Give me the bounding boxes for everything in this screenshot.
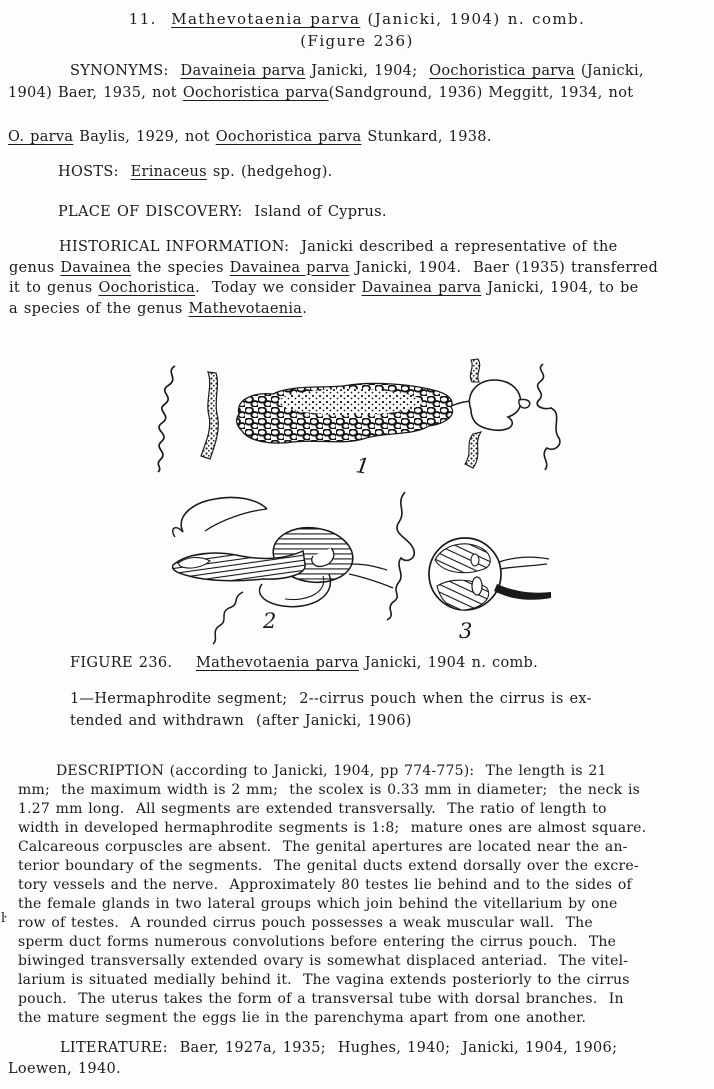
- segment-margin-squiggle: [387, 492, 414, 620]
- segment-margin-squiggle: [213, 592, 243, 644]
- cirrus-withdrawn-drawing: [387, 492, 551, 643]
- hosts-line: HOSTS: Erinaceus sp. (hedgehog).: [58, 164, 333, 180]
- uterus-stippled-band: [278, 389, 422, 415]
- segment-margin-squiggle-left: [158, 366, 175, 472]
- species-heading: 11. Mathevotaenia parva (Janicki, 1904) n. comb. (Figure 236): [128, 10, 586, 50]
- segment-margin-squiggle-right: [537, 364, 560, 470]
- synonyms-continuation-line: O. parva Baylis, 1929, not Oochoristica parva Stunkard, 1938.: [8, 129, 492, 145]
- genital-atrium-nipple: [519, 399, 530, 408]
- hermaphrodite-segment-drawing: [158, 359, 560, 479]
- exit-duct-upper-line1: [499, 557, 549, 562]
- synonyms-paragraph: SYNONYMS: Davaineia parva Janicki, 1904; Oochoristica parva (Janicki, 1904) Baer, 1935, not Oochoristica parva(Sandground, 1936) Meggitt, 1934, not: [8, 63, 644, 101]
- margin-artifact-mark: ŀ: [1, 911, 6, 926]
- vas-deferens-tail-upper: [351, 564, 387, 570]
- inner-loop-white: [472, 577, 482, 595]
- figure-legend: 1—Hermaphrodite segment; 2--cirrus pouch when the cirrus is ex- tended and withdrawn (after Janicki, 1906): [70, 691, 592, 729]
- vas-deferens-tail-lower: [349, 574, 393, 588]
- excretory-vessel-band: [201, 372, 218, 459]
- cirrus-extended-drawing: [173, 497, 393, 644]
- description-paragraph: DESCRIPTION (according to Janicki, 1904, pp 774-775): The length is 21 mm; the maximum width is 2 mm; the scolex is 0.33 mm in diameter; the neck is 1.27 mm long. All segments are extended transversally. The ratio of length to width in developed hermaphrodite segments is 1:8; mature ones are almost square. Calcareous corpuscles are absent. The genital apertures are located near the an- terior boundary of the segments. The genital ducts extend dorsally over the excre- tory vessels and the nerve. Approximately 80 testes lie behind and to the sides of the female glands in two lateral groups which join behind the vitellarium by one row of testes. A rounded cirrus pouch possesses a weak muscular wall. The sperm duct forms numerous convolutions before entering the cirrus pouch. The biwinged transversally extended ovary is somewhat displaced anteriad. The vitel- larium is situated medially behind it. The vagina extends posteriorly to the cirrus pouch. The uterus takes the form of a transversal tube with dorsal branches. In the mature segment the eggs lie in the parenchyma apart from one another.: [18, 763, 647, 1026]
- cirrus-pouch-bulb: [469, 380, 520, 430]
- figure-caption: FIGURE 236. Mathevotaenia parva Janicki, 1904 n. comb.: [70, 655, 539, 671]
- duct-band-above-pouch: [470, 359, 479, 382]
- segment-edge-arc-inner: [205, 509, 267, 531]
- figure-part-label-2: 2: [263, 609, 277, 633]
- segment-edge-arc: [181, 497, 267, 532]
- exit-duct-upper-line2: [500, 564, 547, 569]
- literature-paragraph: LITERATURE: Baer, 1927a, 1935; Hughes, 1940; Janicki, 1904, 1906; Loewen, 1940.: [8, 1040, 618, 1077]
- figure-part-label-1: 1: [354, 453, 371, 479]
- figure-236-illustration: [115, 352, 575, 647]
- historical-information-paragraph: HISTORICAL INFORMATION: Janicki described a representative of the genus Davainea the species Davainea parva Janicki, 1904. Baer (1935) transferred it to genus Oochoristica. Today we consider Davainea parva Janicki, 1904, to be a species of the genus Mathevotaenia.: [9, 239, 659, 317]
- exit-duct-lower-dark: [494, 584, 551, 600]
- inner-loop-white-small: [471, 554, 479, 566]
- place-of-discovery-line: PLACE OF DISCOVERY: Island of Cyprus.: [58, 204, 387, 220]
- duct-band-below-pouch: [465, 432, 481, 468]
- figure-part-label-3: 3: [459, 619, 473, 643]
- tapeworm-figure-svg: [115, 352, 575, 647]
